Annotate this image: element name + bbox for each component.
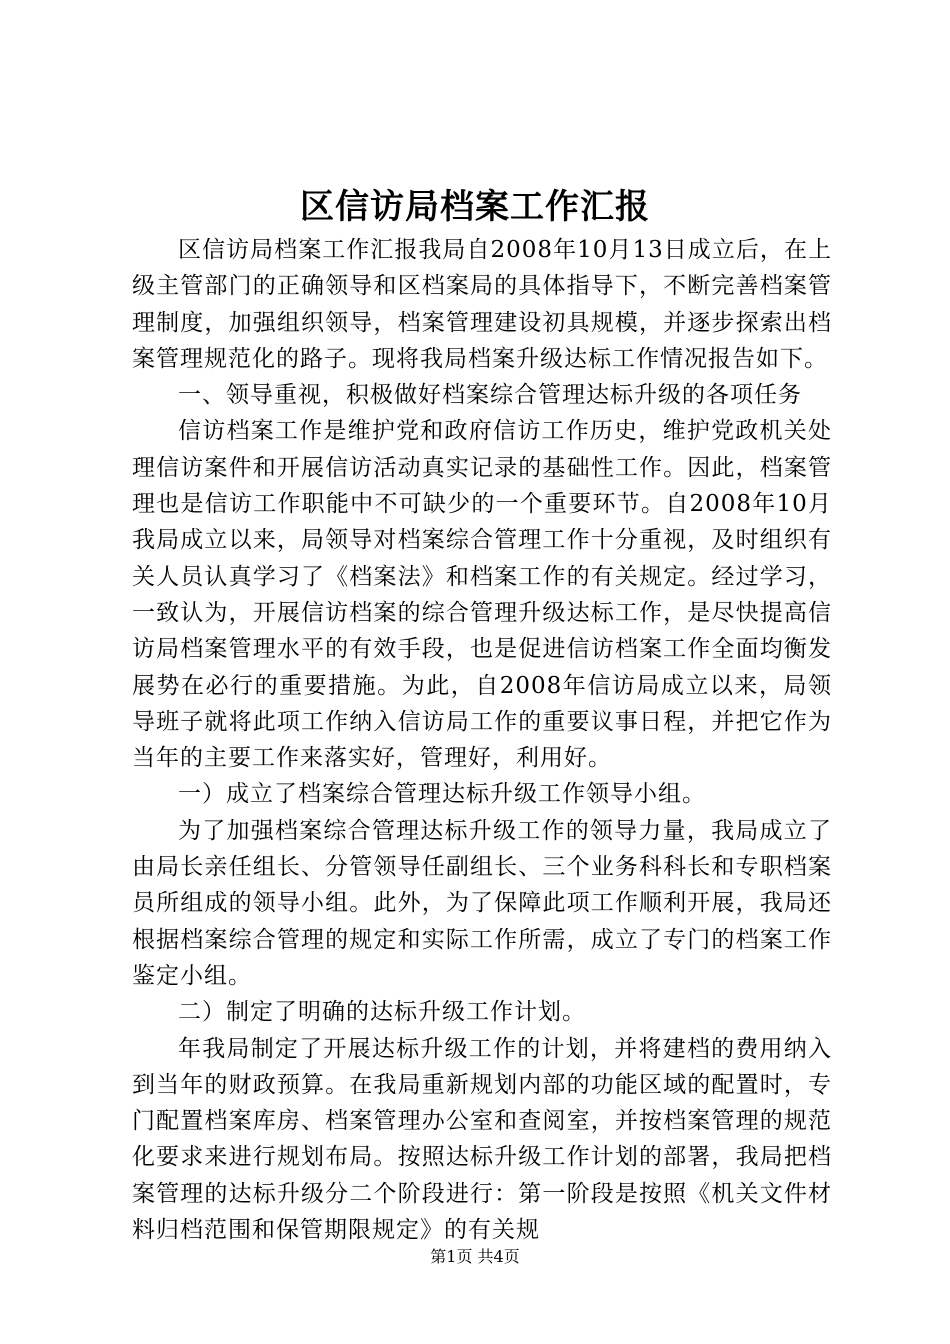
paragraph-work-plan: 年我局制定了开展达标升级工作的计划，并将建档的费用纳入到当年的财政预算。在我局重新规划内部的功能区域的配置时，专门配置档案库房、档案管理办公室和查阅室，并按档案管理的规范化要求来进行规划布局。按照达标升级工作计划的部署，我局把档案管理的达标升级分二个阶段进行：第一阶段是按照《机关文件材料归档范围和保管期限规定》的有关规 <box>132 1035 832 1244</box>
section-heading-1: 一、领导重视，积极做好档案综合管理达标升级的各项任务 <box>178 382 802 409</box>
document-body <box>132 232 832 1248</box>
paragraph-background: 信访档案工作是维护党和政府信访工作历史，维护党政机关处理信访案件和开展信访活动真实记录的基础性工作。因此，档案管理也是信访工作职能中不可缺少的一个重要环节。自2008年10月我局成立以来，局领导对档案综合管理工作十分重视，及时组织有关人员认真学习了《档案法》和档案工作的有关规定。经过学习，一致认为，开展信访档案的综合管理升级达标工作，是尽快提高信访局档案管理水平的有效手段，也是促进信访档案工作全面均衡发展势在必行的重要措施。为此，自2008年信访局成立以来，局领导班子就将此项工作纳入信访局工作的重要议事日程，并把它作为当年的主要工作来落实好，管理好，利用好。 <box>132 418 832 772</box>
paragraph-leadership-group: 为了加强档案综合管理达标升级工作的领导力量，我局成立了由局长亲任组长、分管领导任副组长、三个业务科科长和专职档案员所组成的领导小组。此外，为了保障此项工作顺利开展，我局还根据档案综合管理的规定和实际工作所需，成立了专门的档案工作鉴定小组。 <box>132 817 832 989</box>
page-number-footer: 第1页 共4页 <box>430 1247 520 1266</box>
paragraph-intro: 区信访局档案工作汇报我局自2008年10月13日成立后，在上级主管部门的正确领导和区档案局的具体指导下，不断完善档案管理制度，加强组织领导，档案管理建设初具规模，并逐步探索出档案管理规范化的路子。现将我局档案升级达标工作情况报告如下。 <box>132 237 832 372</box>
subsection-heading-2: 二）制定了明确的达标升级工作计划。 <box>178 999 586 1026</box>
document-title: 区信访局档案工作汇报 <box>300 187 650 227</box>
subsection-heading-1: 一）成立了档案综合管理达标升级工作领导小组。 <box>178 781 706 808</box>
